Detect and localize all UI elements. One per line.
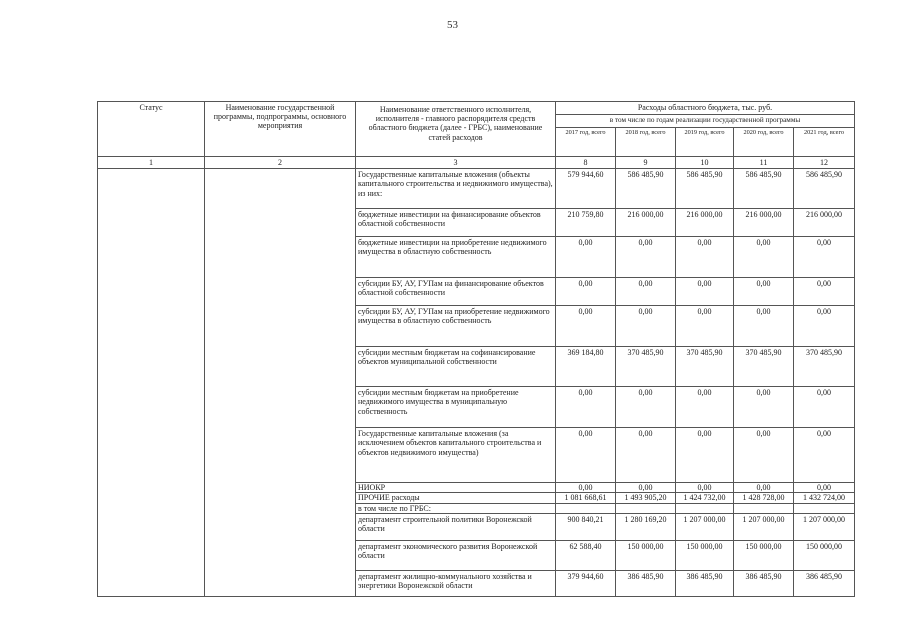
- row-value: 1 432 724,00: [794, 493, 855, 503]
- row-name: Государственные капитальные вложения (объекты капитального строительства и недвижимого имущества), из них:: [356, 169, 556, 209]
- row-name: субсидии местным бюджетам на софинансирование объектов муниципальной собственности: [356, 347, 556, 387]
- row-value: 0,00: [794, 483, 855, 493]
- row-name: бюджетные инвестиции на приобретение недвижимого имущества в областную собственность: [356, 237, 556, 278]
- header-year-2021: 2021 год, всего: [794, 128, 855, 157]
- row-value: 370 485,90: [794, 347, 855, 387]
- row-value: 62 588,40: [556, 540, 616, 570]
- header-year-2020: 2020 год, всего: [734, 128, 794, 157]
- row-value: 0,00: [556, 387, 616, 428]
- row-value: 150 000,00: [676, 540, 734, 570]
- row-value: 0,00: [794, 306, 855, 347]
- row-value: 0,00: [556, 483, 616, 493]
- row-value: 0,00: [734, 306, 794, 347]
- row-value: 0,00: [734, 428, 794, 483]
- row-value: 369 184,80: [556, 347, 616, 387]
- row-value: 1 428 728,00: [734, 493, 794, 503]
- row-value: 1 207 000,00: [734, 513, 794, 540]
- row-value: 386 485,90: [734, 570, 794, 596]
- row-value: 386 485,90: [616, 570, 676, 596]
- row-value: 370 485,90: [734, 347, 794, 387]
- row-value: 370 485,90: [616, 347, 676, 387]
- row-value: 1 207 000,00: [676, 513, 734, 540]
- row-value: 0,00: [734, 387, 794, 428]
- row-value: 0,00: [556, 306, 616, 347]
- header-program-name: Наименование государственной программы, подпрограммы, основного мероприятия: [205, 102, 356, 157]
- column-number: 1: [98, 157, 205, 169]
- row-name: департамент жилищно-коммунального хозяйства и энергетики Воронежской области: [356, 570, 556, 596]
- row-value: 0,00: [616, 428, 676, 483]
- row-name: департамент строительной политики Воронежской области: [356, 513, 556, 540]
- column-number: 2: [205, 157, 356, 169]
- row-name: в том числе по ГРБС:: [356, 503, 556, 513]
- page-number: 53: [447, 19, 458, 31]
- row-value: 586 485,90: [616, 169, 676, 209]
- row-value: 0,00: [616, 306, 676, 347]
- row-value: 0,00: [676, 483, 734, 493]
- row-name: субсидии БУ, АУ, ГУПам на финансирование объектов областной собственности: [356, 278, 556, 306]
- column-number: 8: [556, 157, 616, 169]
- row-value: [734, 503, 794, 513]
- row-value: 386 485,90: [676, 570, 734, 596]
- row-value: [676, 503, 734, 513]
- row-value: 0,00: [734, 237, 794, 278]
- column-number: 10: [676, 157, 734, 169]
- column-number: 9: [616, 157, 676, 169]
- row-value: 0,00: [556, 428, 616, 483]
- row-value: 0,00: [794, 387, 855, 428]
- row-value: 0,00: [676, 237, 734, 278]
- row-value: 379 944,60: [556, 570, 616, 596]
- row-value: 0,00: [734, 483, 794, 493]
- row-name: Государственные капитальные вложения (за исключением объектов капитального строительства и объектов недвижимого имущества): [356, 428, 556, 483]
- row-value: 0,00: [794, 428, 855, 483]
- row-value: 0,00: [616, 483, 676, 493]
- column-number: 3: [356, 157, 556, 169]
- row-name: департамент экономического развития Воронежской области: [356, 540, 556, 570]
- row-value: 0,00: [676, 306, 734, 347]
- header-year-2018: 2018 год, всего: [616, 128, 676, 157]
- row-value: [556, 503, 616, 513]
- row-value: 1 207 000,00: [794, 513, 855, 540]
- header-by-years: в том числе по годам реализации государственной программы: [556, 115, 855, 128]
- row-value: 1 280 169,20: [616, 513, 676, 540]
- row-value: 386 485,90: [794, 570, 855, 596]
- row-value: 216 000,00: [616, 209, 676, 237]
- row-value: 0,00: [556, 278, 616, 306]
- row-value: 586 485,90: [676, 169, 734, 209]
- row-value: 579 944,60: [556, 169, 616, 209]
- row-value: 0,00: [676, 387, 734, 428]
- row-value: 0,00: [616, 278, 676, 306]
- header-executor: Наименование ответственного исполнителя, исполнителя - главного распорядителя средств областного бюджета (далее - ГРБС), наименование статей расходов: [356, 102, 556, 157]
- row-value: 0,00: [794, 237, 855, 278]
- row-value: 150 000,00: [734, 540, 794, 570]
- row-value: 1 493 905,20: [616, 493, 676, 503]
- table-row: [98, 169, 855, 209]
- header-status: Статус: [98, 102, 205, 157]
- row-name: субсидии БУ, АУ, ГУПам на приобретение недвижимого имущества в областную собственность: [356, 306, 556, 347]
- row-value: 150 000,00: [616, 540, 676, 570]
- row-value: 0,00: [616, 237, 676, 278]
- row-value: 0,00: [556, 237, 616, 278]
- header-expenses: Расходы областного бюджета, тыс. руб.: [556, 102, 855, 115]
- row-value: 370 485,90: [676, 347, 734, 387]
- budget-table: [97, 101, 855, 597]
- row-value: 0,00: [734, 278, 794, 306]
- row-value: 0,00: [676, 428, 734, 483]
- row-value: 216 000,00: [794, 209, 855, 237]
- row-name: ПРОЧИЕ расходы: [356, 493, 556, 503]
- row-value: 1 424 732,00: [676, 493, 734, 503]
- row-name: субсидии местным бюджетам на приобретение недвижимого имущества в муниципальную собственность: [356, 387, 556, 428]
- row-value: 150 000,00: [794, 540, 855, 570]
- column-number: 11: [734, 157, 794, 169]
- row-value: 210 759,80: [556, 209, 616, 237]
- row-value: 586 485,90: [734, 169, 794, 209]
- status-cell: [98, 169, 205, 597]
- row-value: 216 000,00: [734, 209, 794, 237]
- row-value: 0,00: [794, 278, 855, 306]
- row-value: [616, 503, 676, 513]
- row-name: НИОКР: [356, 483, 556, 493]
- header-year-2019: 2019 год, всего: [676, 128, 734, 157]
- program-name-cell: [205, 169, 356, 597]
- column-number: 12: [794, 157, 855, 169]
- column-number-row: [98, 157, 855, 169]
- row-value: 0,00: [616, 387, 676, 428]
- row-value: 900 840,21: [556, 513, 616, 540]
- row-name: бюджетные инвестиции на финансирование объектов областной собственности: [356, 209, 556, 237]
- row-value: 586 485,90: [794, 169, 855, 209]
- row-value: 1 081 668,61: [556, 493, 616, 503]
- row-value: 0,00: [676, 278, 734, 306]
- header-year-2017: 2017 год, всего: [556, 128, 616, 157]
- row-value: [794, 503, 855, 513]
- row-value: 216 000,00: [676, 209, 734, 237]
